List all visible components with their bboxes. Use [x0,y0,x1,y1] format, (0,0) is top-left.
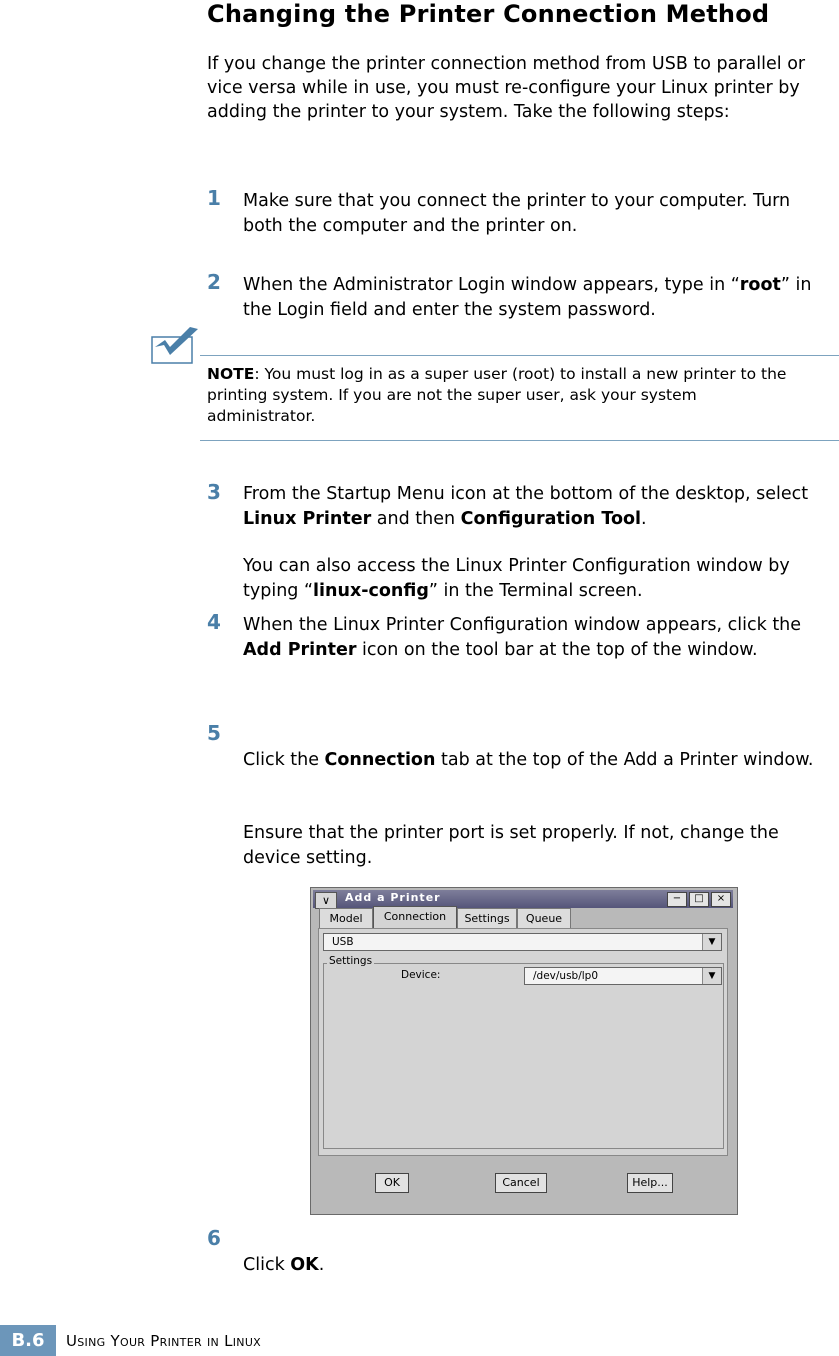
step-number: 2 [207,270,221,294]
device-label: Device: [401,969,441,981]
step-text: When the Administrator Login window appears, type in “root” in the Login field and enter the system password. [243,275,812,320]
note-top-rule [200,355,839,356]
step-number: 3 [207,480,221,504]
step-number: 6 [207,1226,221,1250]
chevron-down-icon: ▼ [702,968,721,984]
settings-group [323,963,724,1149]
ok-button[interactable]: OK [375,1173,409,1193]
connection-type-select[interactable] [323,933,722,951]
step-number: 5 [207,721,221,745]
page-number-badge: B.6 [0,1325,56,1356]
tab-queue[interactable]: Queue [517,908,571,929]
step-text: Click the Connection tab at the top of the Add a Printer window. [243,750,814,770]
chevron-down-icon: ▼ [702,934,721,950]
maximize-icon[interactable]: □ [689,892,709,907]
step-text: Make sure that you connect the printer to your computer. Turn both the computer and the printer on. [243,191,791,236]
tab-model[interactable]: Model [319,908,373,929]
settings-group-label: Settings [329,955,373,967]
help-button[interactable]: Help... [627,1173,673,1193]
device-field[interactable] [524,967,722,985]
add-printer-dialog-screenshot [310,887,738,1215]
close-icon[interactable]: × [711,892,731,907]
tab-settings[interactable]: Settings [457,908,517,929]
device-value: /dev/usb/lp0 [533,970,599,982]
tab-connection[interactable]: Connection [373,906,457,929]
step-number: 1 [207,186,221,210]
note-text: NOTE: You must log in as a super user (root) to install a new printer to the printing system. If you are not the super user, ask your system administrator. [207,365,787,425]
minimize-icon[interactable]: − [667,892,687,907]
checkmark-note-icon [150,325,202,367]
intro-paragraph: If you change the printer connection method from USB to parallel or vice versa while in use, you must re-configure your Linux printer by adding the printer to your system. Take the following steps: [207,54,806,122]
connection-type-value: USB [332,936,354,948]
step-text: From the Startup Menu icon at the bottom of the desktop, select Linux Printer and then Configuration Tool. [243,484,809,529]
note-bottom-rule [200,440,839,441]
step-text: When the Linux Printer Configuration window appears, click the Add Printer icon on the tool bar at the top of the window. [243,615,802,660]
step-subtext: Ensure that the printer port is set properly. If not, change the device setting. [243,823,779,868]
cancel-button[interactable]: Cancel [495,1173,547,1193]
dialog-title: Add a Printer [345,891,441,904]
footer-section-title: Using Your Printer in Linux [66,1332,262,1350]
step-number: 4 [207,610,221,634]
step-subtext: You can also access the Linux Printer Configuration window by typing “linux-config” in the Terminal screen. [243,556,790,601]
connection-panel [318,928,728,1156]
window-menu-icon[interactable]: ∨ [315,892,337,909]
page-title: Changing the Printer Connection Method [207,0,770,28]
step-text: Click OK. [243,1255,325,1275]
